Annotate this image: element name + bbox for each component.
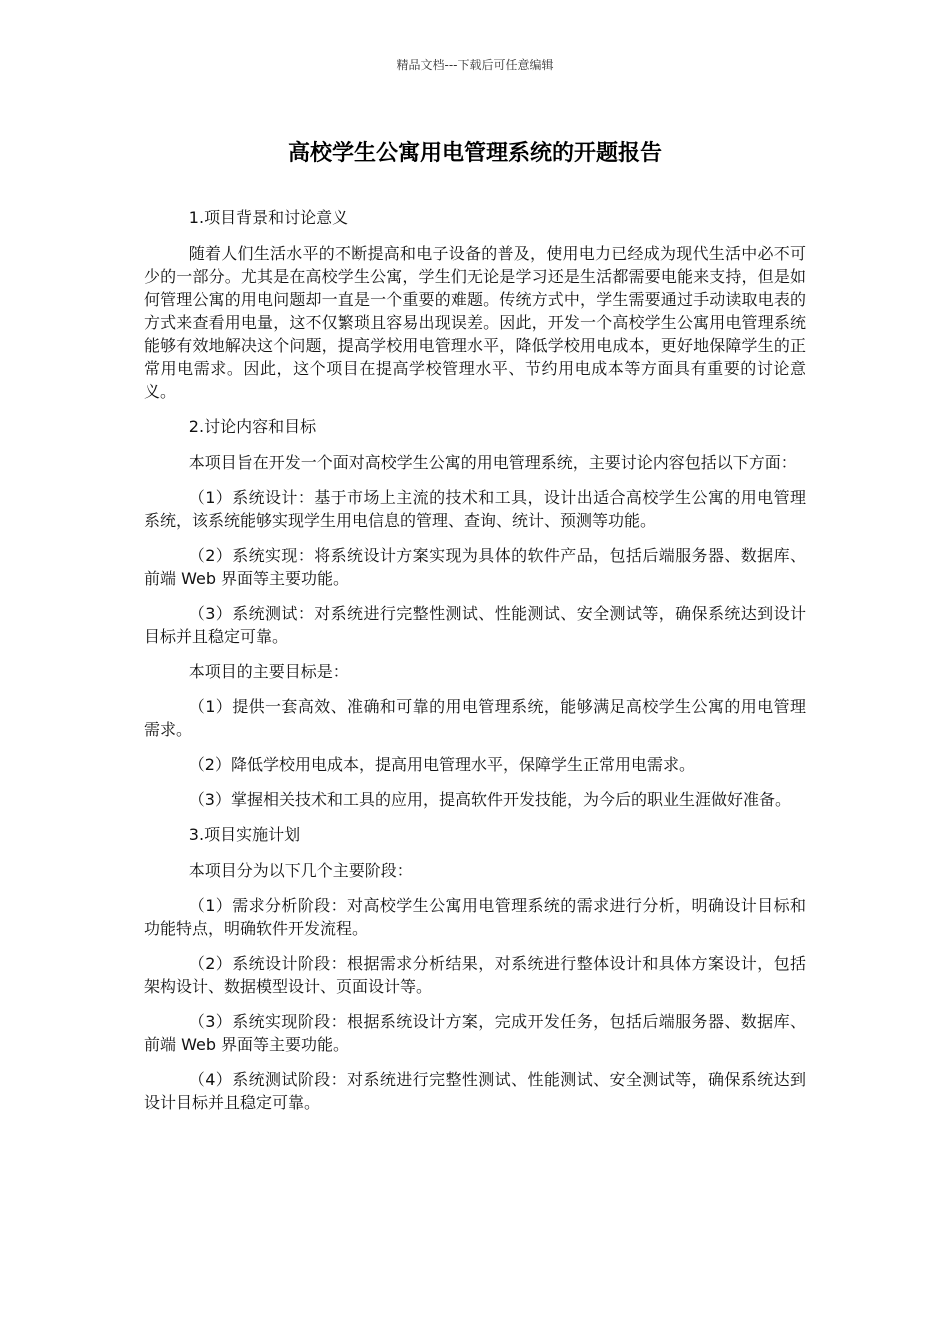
paragraph: （2）系统设计阶段：根据需求分析结果，对系统进行整体设计和具体方案设计，包括架构设计、数据模型设计、页面设计等。 bbox=[144, 954, 806, 996]
document-body bbox=[144, 206, 806, 1126]
paragraph: （3）系统实现阶段：根据系统设计方案，完成开发任务，包括后端服务器、数据库、前端 Web 界面等主要功能。 bbox=[144, 1012, 806, 1054]
paragraph: （1）需求分析阶段：对高校学生公寓用电管理系统的需求进行分析，明确设计目标和功能特点，明确软件开发流程。 bbox=[144, 896, 806, 938]
page-header: 精品文档---下载后可任意编辑 bbox=[396, 58, 554, 72]
paragraph: （3）掌握相关技术和工具的应用，提高软件开发技能，为今后的职业生涯做好准备。 bbox=[188, 790, 791, 809]
paragraph: （1）提供一套高效、准确和可靠的用电管理系统，能够满足高校学生公寓的用电管理需求。 bbox=[144, 697, 806, 739]
paragraph: 随着人们生活水平的不断提高和电子设备的普及，使用电力已经成为现代生活中必不可少的一部分。尤其是在高校学生公寓，学生们无论是学习还是生活都需要电能来支持，但是如何管理公寓的用电问题却一直是一个重要的难题。传统方式中，学生需要通过手动读取电表的方式来查看用电量，这不仅繁琐且容易出现误差。因此，开发一个高校学生公寓用电管理系统能够有效地解决这个问题，提高学校用电管理水平，降低学校用电成本，更好地保障学生的正常用电需求。因此，这个项目在提高学校管理水平、节约用电成本等方面具有重要的讨论意义。 bbox=[144, 244, 806, 401]
paragraph: （4）系统测试阶段：对系统进行完整性测试、性能测试、安全测试等，确保系统达到设计目标并且稳定可靠。 bbox=[144, 1070, 806, 1112]
paragraph: 本项目分为以下几个主要阶段： bbox=[188, 861, 413, 880]
paragraph: 本项目的主要目标是： bbox=[188, 662, 349, 681]
section-heading: 1.项目背景和讨论意义 bbox=[188, 208, 349, 227]
paragraph: （3）系统测试：对系统进行完整性测试、性能测试、安全测试等，确保系统达到设计目标并且稳定可靠。 bbox=[144, 604, 806, 646]
section-heading: 2.讨论内容和目标 bbox=[188, 417, 317, 436]
paragraph: （2）系统实现：将系统设计方案实现为具体的软件产品，包括后端服务器、数据库、前端 Web 界面等主要功能。 bbox=[144, 546, 806, 588]
paragraph: （1）系统设计：基于市场上主流的技术和工具，设计出适合高校学生公寓的用电管理系统，该系统能够实现学生用电信息的管理、查询、统计、预测等功能。 bbox=[144, 488, 806, 530]
paragraph: 本项目旨在开发一个面对高校学生公寓的用电管理系统，主要讨论内容包括以下方面： bbox=[188, 453, 797, 472]
paragraph: （2）降低学校用电成本，提高用电管理水平，保障学生正常用电需求。 bbox=[188, 755, 695, 774]
section-heading: 3.项目实施计划 bbox=[188, 825, 301, 844]
document-title: 高校学生公寓用电管理系统的开题报告 bbox=[287, 141, 662, 166]
